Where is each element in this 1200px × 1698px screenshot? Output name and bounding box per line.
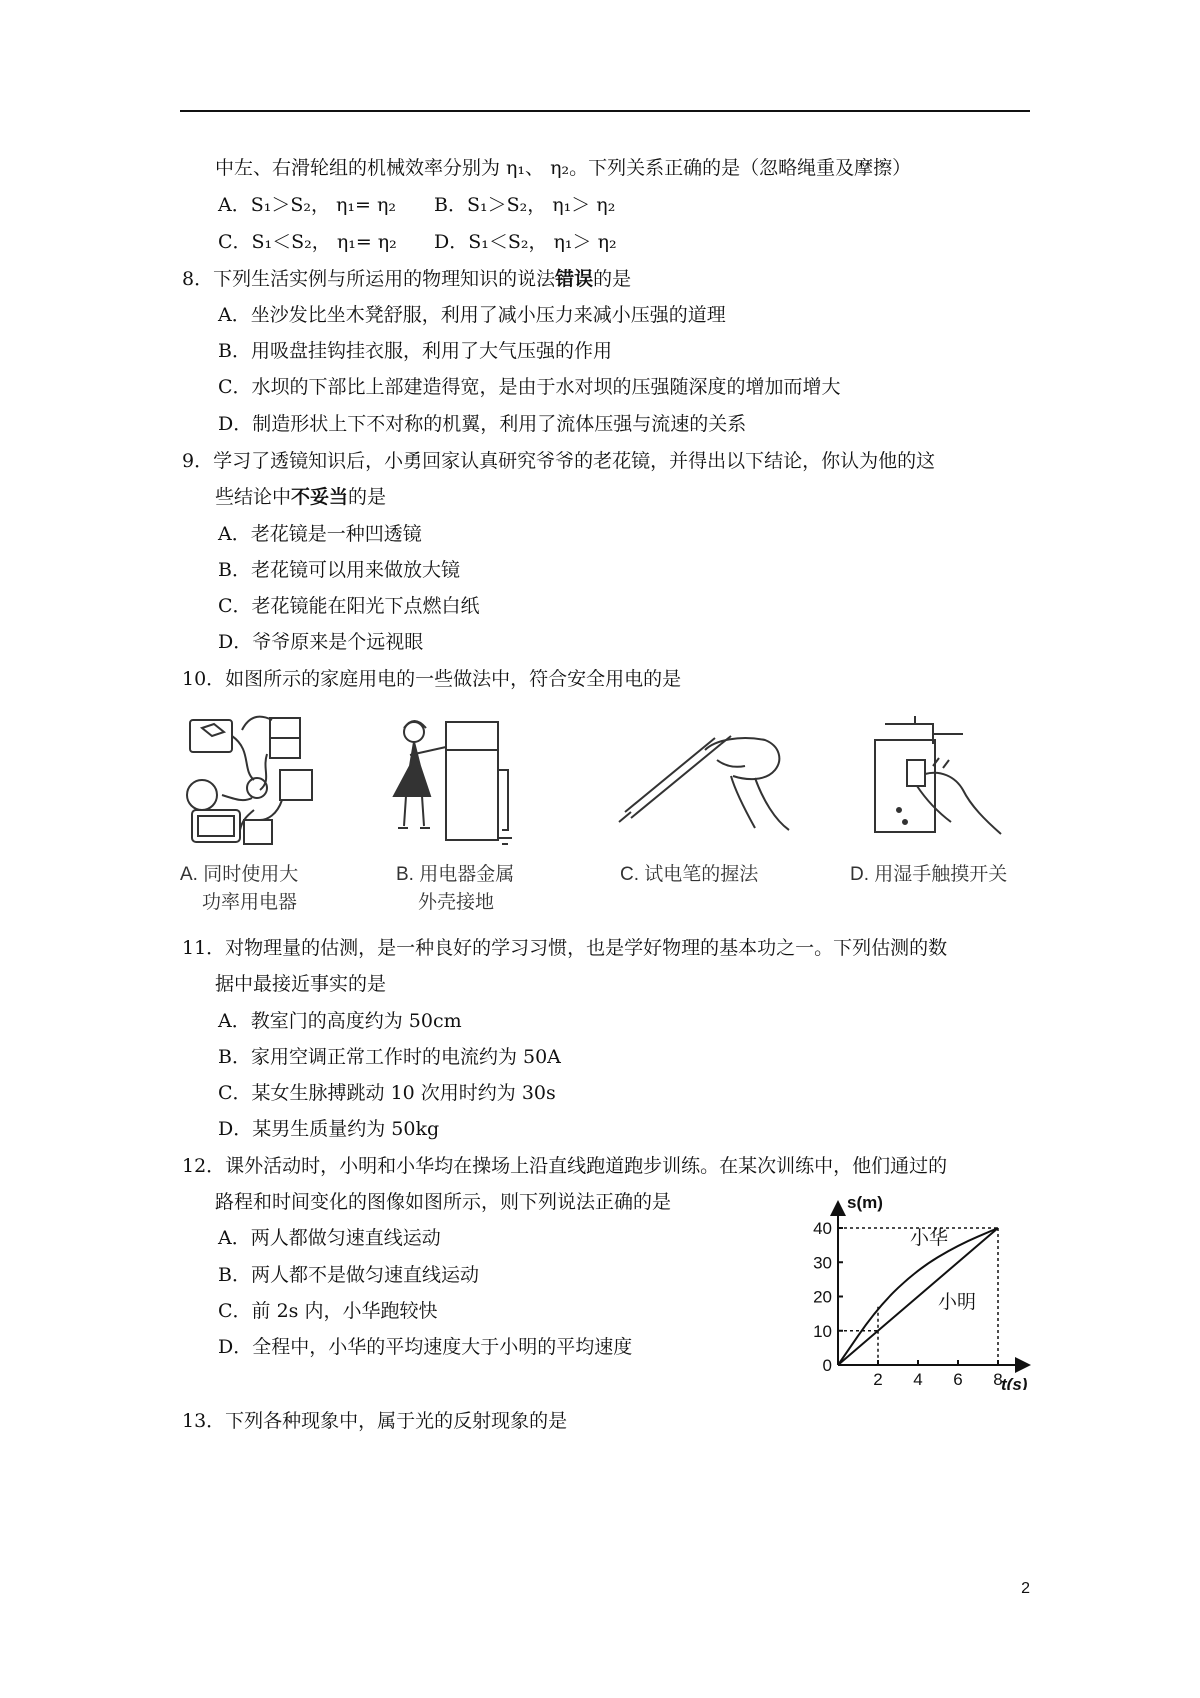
q12-option-a: A．两人都做匀速直线运动	[218, 1227, 441, 1249]
grounded-appliance-illustration	[388, 710, 538, 850]
appliances-illustration	[182, 710, 332, 850]
y-tick-label: 10	[813, 1321, 832, 1341]
series-label: 小华	[910, 1228, 949, 1249]
q9-stem-line2: 些结论中不妥当的是	[215, 486, 387, 508]
q8-option-c: C．水坝的下部比上部建造得宽，是由于水对坝的压强随深度的增加而增大	[218, 376, 841, 398]
x-tick-label: 4	[913, 1370, 923, 1389]
series-label: 小明	[938, 1292, 977, 1313]
q12-stem-line1: 12．课外活动时，小明和小华均在操场上沿直线跑道跑步训练。在某次训练中，他们通过的	[182, 1155, 948, 1177]
y-axis-label: s(m)	[847, 1193, 883, 1212]
q11-option-a: A．教室门的高度约为 50cm	[218, 1010, 462, 1032]
caption-a-line2: 功率用电器	[202, 892, 298, 913]
q9-option-d: D．爷爷原来是个远视眼	[218, 631, 424, 653]
x-axis-label: t(s)	[1001, 1375, 1028, 1390]
q7-option-c: C．S₁＜S₂， η₁= η₂	[218, 231, 397, 253]
y-tick-label: 0	[822, 1356, 832, 1375]
caption-b-line2: 外壳接地	[418, 892, 495, 913]
caption-c: C. 试电笔的握法	[620, 864, 759, 885]
caption-b-line1: B. 用电器金属	[396, 864, 515, 885]
q8-option-d: D．制造形状上下不对称的机翼，利用了流体压强与流速的关系	[218, 413, 747, 435]
q13-stem: 13．下列各种现象中，属于光的反射现象的是	[182, 1410, 568, 1432]
q9-emphasis: 不妥当	[291, 486, 349, 508]
q12-option-b: B．两人都不是做匀速直线运动	[218, 1264, 479, 1286]
page-number: 2	[1021, 1580, 1030, 1597]
q9-option-b: B．老花镜可以用来做放大镜	[218, 559, 460, 581]
test-pen-illustration	[605, 710, 795, 850]
caption-a-line1: A. 同时使用大	[180, 864, 299, 885]
q12-stem-line2: 路程和时间变化的图像如图所示，则下列说法正确的是	[215, 1191, 672, 1213]
wet-hand-switch-illustration	[855, 710, 1025, 850]
x-tick-label: 8	[993, 1370, 1003, 1389]
q10-stem: 10．如图所示的家庭用电的一些做法中，符合安全用电的是	[182, 668, 682, 690]
y-tick-label: 30	[813, 1253, 832, 1273]
chart-svg	[805, 1190, 1035, 1390]
distance-time-chart	[805, 1190, 1035, 1394]
x-tick-label: 6	[953, 1370, 963, 1389]
q11-option-c: C．某女生脉搏跳动 10 次用时约为 30s	[218, 1082, 556, 1104]
q11-stem-line2: 据中最接近事实的是	[215, 973, 387, 995]
caption-d: D. 用湿手触摸开关	[850, 864, 1008, 885]
header-rule	[180, 110, 1030, 112]
y-tick-label: 20	[813, 1287, 832, 1307]
q7-continuation: 中左、右滑轮组的机械效率分别为 η₁、 η₂。下列关系正确的是（忽略绳重及摩擦）	[215, 157, 912, 179]
q8-emphasis: 错误	[555, 268, 594, 290]
q9-option-a: A．老花镜是一种凹透镜	[218, 523, 422, 545]
x-tick-label: 2	[873, 1370, 883, 1389]
q12-option-d: D．全程中，小华的平均速度大于小明的平均速度	[218, 1336, 633, 1358]
q9-stem-line1: 9．学习了透镜知识后，小勇回家认真研究爷爷的老花镜，并得出以下结论，你认为他的这	[182, 450, 936, 472]
q11-option-b: B．家用空调正常工作时的电流约为 50A	[218, 1046, 561, 1068]
q9-option-c: C．老花镜能在阳光下点燃白纸	[218, 595, 480, 617]
q7-option-a: A．S₁＞S₂， η₁= η₂	[218, 194, 396, 216]
q8-stem: 8．下列生活实例与所运用的物理知识的说法错误的是	[182, 268, 632, 290]
q7-option-d: D．S₁＜S₂， η₁＞ η₂	[434, 231, 617, 253]
q12-option-c: C．前 2s 内，小华跑较快	[218, 1300, 438, 1322]
q8-option-a: A．坐沙发比坐木凳舒服，利用了减小压力来减小压强的道理	[218, 304, 726, 326]
y-tick-label: 40	[813, 1219, 832, 1238]
q11-stem-line1: 11．对物理量的估测，是一种良好的学习习惯，也是学好物理的基本功之一。下列估测的数	[182, 937, 948, 959]
q7-option-b: B．S₁＞S₂， η₁＞ η₂	[434, 194, 616, 216]
q11-option-d: D．某男生质量约为 50kg	[218, 1118, 440, 1140]
q8-option-b: B．用吸盘挂钩挂衣服，利用了大气压强的作用	[218, 340, 612, 362]
